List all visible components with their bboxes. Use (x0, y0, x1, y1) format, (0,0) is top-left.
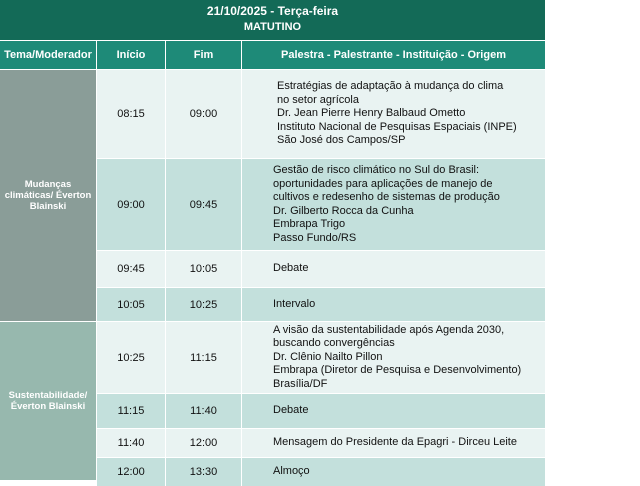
end-time: 09:45 (166, 159, 241, 250)
talk-line: no setor agrícola (277, 93, 359, 106)
start-time: 09:00 (97, 159, 165, 250)
talk-description (242, 70, 545, 158)
start-time: 12:00 (97, 458, 165, 486)
end-time: 11:40 (166, 394, 241, 428)
talk-description (242, 288, 545, 321)
end-time: 12:00 (166, 429, 241, 457)
start-time: 10:25 (97, 322, 165, 393)
talk-line: Embrapa Trigo (273, 218, 346, 230)
header-start: Início (97, 41, 165, 69)
talk-line: Almoço (273, 465, 310, 478)
schedule-date: 21/10/2025 - Terça-feira (206, 4, 339, 18)
talk-line: cultivos e redesenho de sistemas de produção (273, 191, 500, 203)
talk-line: Gestão de risco climático no Sul do Brasil: (273, 164, 480, 176)
schedule-banner (0, 0, 545, 40)
talk-description (242, 159, 545, 250)
schedule-period: MATUTINO (243, 21, 302, 33)
talk-description (242, 322, 545, 393)
start-time: 11:40 (97, 429, 165, 457)
talk-description (242, 429, 545, 457)
talk-line: Debate (273, 404, 309, 417)
talk-line: Dr. Gilberto Rocca da Cunha (273, 204, 414, 217)
talk-description (242, 394, 545, 428)
talk-line: São José dos Campos/SP (277, 134, 406, 147)
talk-line: Debate (273, 262, 309, 275)
talk-line: Intervalo (273, 297, 316, 310)
talk-line: Instituto Nacional de Pesquisas Espaciais (INPE) (277, 120, 517, 133)
end-time: 11:15 (166, 322, 241, 393)
talk-line: Dr. Jean Pierre Henry Balbaud Ometto (277, 107, 466, 120)
topic-label: Sustentabilidade/ Éverton Blainski (8, 390, 88, 412)
topic-cell (0, 322, 96, 480)
header-talk: Palestra - Palestrante - Instituição - Origem (242, 41, 545, 69)
talk-description (242, 458, 545, 486)
talk-line: buscando convergências (273, 337, 395, 350)
talk-line: Embrapa (Diretor de Pesquisa e Desenvolvimento) (273, 364, 522, 377)
talk-line: Dr. Clênio Nailto Pillon (273, 350, 383, 363)
topic-cell (0, 70, 96, 321)
start-time: 11:15 (97, 394, 165, 428)
talk-line: Estratégias de adaptação à mudança do clima (277, 80, 504, 93)
end-time: 10:25 (166, 288, 241, 321)
talk-line: A visão da sustentabilidade após Agenda 2030, (273, 323, 505, 336)
topic-label: Mudanças climáticas/ Éverton Blainski (4, 179, 92, 212)
end-time: 10:05 (166, 251, 241, 287)
end-time: 09:00 (166, 70, 241, 158)
talk-line: Brasília/DF (273, 377, 328, 390)
start-time: 08:15 (97, 70, 165, 158)
end-time: 13:30 (166, 458, 241, 486)
start-time: 10:05 (97, 288, 165, 321)
start-time: 09:45 (97, 251, 165, 287)
talk-line: Mensagem do Presidente da Epagri - Dirceu Leite (273, 436, 517, 449)
talk-description (242, 251, 545, 287)
header-topic: Tema/Moderador (0, 41, 96, 69)
talk-line: oportunidades para aplicações de manejo de (273, 177, 493, 190)
header-end: Fim (166, 41, 241, 69)
talk-line: Passo Fundo/RS (273, 231, 357, 244)
